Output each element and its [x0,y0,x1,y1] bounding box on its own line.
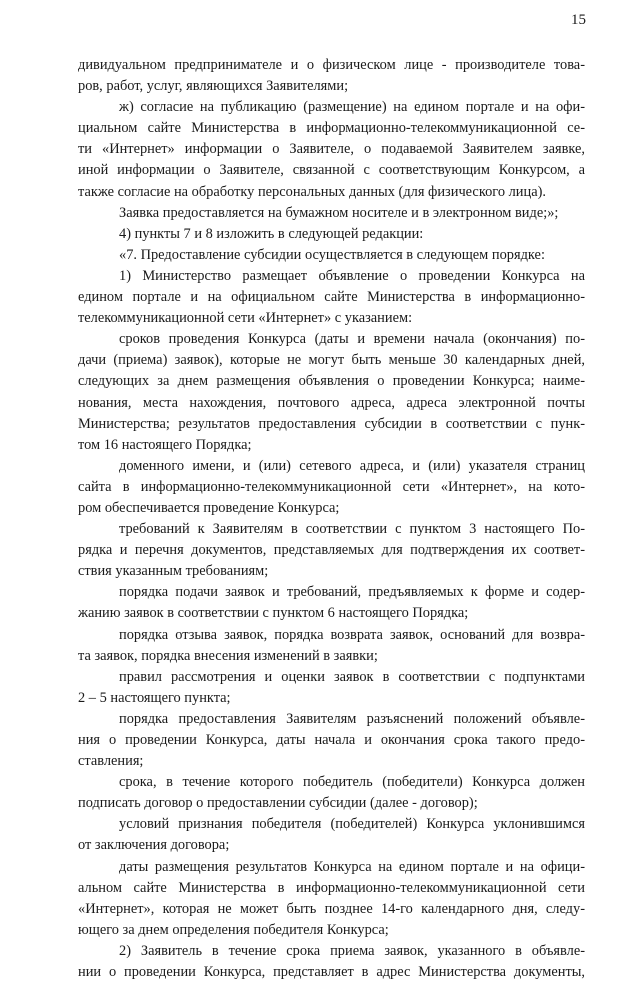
text-line: «Интернет», которая не может быть позднее 14-го календарного дня, следу- [78,900,585,917]
text-line: условий признания победителя (победителей) Конкурса уклонившимся [119,816,585,833]
text-line: «7. Предоставление субсидии осуществляется в следующем порядке: [119,246,545,263]
text-line: циальном сайте Министерства в информационно-телекоммуникационной се- [78,120,585,137]
text-line: ж) согласие на публикацию (размещение) на едином портале и на офи- [119,99,585,116]
text-line: иной информации о Заявителе, связанной с соответствующим Конкурсом, а [78,162,585,179]
text-line: рядка и перечня документов, представляемых для подтверждения их соответ- [78,542,585,559]
text-line: ти «Интернет» информации о Заявителе, о подаваемой Заявителем заявке, [78,141,585,158]
text-line: едином портале и на официальном сайте Министерства в информационно- [78,289,585,306]
text-line: ющего за днем определения победителя Конкурса; [78,921,389,938]
text-line: требований к Заявителям в соответствии с пунктом 3 настоящего По- [119,521,585,538]
text-line: ставления; [78,753,144,770]
text-line: телекоммуникационной сети «Интернет» с указанием: [78,310,413,327]
text-line: та заявок, порядка внесения изменений в заявки; [78,647,378,664]
text-line: ствия указанным требованиям; [78,563,269,580]
text-line: Министерства; результатов предоставления субсидии в соответствии с пунк- [78,415,585,432]
text-line: доменного имени, и (или) сетевого адреса, и (или) указателя страниц [119,457,585,474]
text-line: нования, места нахождения, почтового адреса, адреса электронной почты [78,394,585,411]
text-line: альном сайте Министерства в информационно-телекоммуникационной сети [78,879,585,896]
text-line: 2) Заявитель в течение срока приема заявок, указанного в объявле- [119,942,585,959]
text-line: 4) пункты 7 и 8 изложить в следующей редакции: [119,225,424,242]
text-line: от заключения договора; [78,837,230,854]
text-line: также согласие на обработку персональных данных (для физического лица). [78,183,546,200]
text-line: 1) Министерство размещает объявление о проведении Конкурса на [119,267,585,284]
text-line: порядка подачи заявок и требований, предъявляемых к форме и содер- [119,584,585,601]
text-line: ния о проведении Конкурса, даты начала и окончания срока такого предо- [78,732,585,748]
text-line: нии о проведении Конкурса, представляет в адрес Министерства документы, [78,964,585,981]
text-line: правил рассмотрения и оценки заявок в соответствии с подпунктами [119,668,585,685]
text-line: порядка предоставления Заявителям разъяснений положений объявле- [119,710,585,727]
text-line: следующих за днем размещения объявления о проведении Конкурса; наиме- [78,373,585,390]
text-line: подписать договор о предоставлении субсидии (далее - договор); [78,795,478,812]
text-line: жанию заявок в соответствии с пунктом 6 настоящего Порядка; [78,605,469,622]
text-line: ров, работ, услуг, являющихся Заявителями; [78,78,349,95]
text-line: порядка отзыва заявок, порядка возврата заявок, оснований для возвра- [119,626,585,643]
text-line: сроков проведения Конкурса (даты и времени начала (окончания) по- [119,331,585,348]
text-line: срока, в течение которого победитель (победители) Конкурса должен [119,774,585,791]
text-line: даты размещения результатов Конкурса на едином портале и на офици- [119,858,585,875]
text-line: дивидуальном предпринимателе и о физическом лице - производителе това- [78,57,585,73]
text-line: Заявка предоставляется на бумажном носителе и в электронном виде;»; [119,204,559,221]
text-line: ром обеспечивается проведение Конкурса; [78,499,340,516]
text-line: сайта в информационно-телекоммуникационной сети «Интернет», на кото- [78,478,585,495]
text-line: том 16 настоящего Порядка; [78,436,252,453]
document-body [78,55,585,983]
text-line: 2 – 5 настоящего пункта; [78,689,231,706]
text-line: дачи (приема) заявок), которые не могут быть меньше 30 календарных дней, [78,352,585,369]
page-number: 15 [571,12,586,28]
